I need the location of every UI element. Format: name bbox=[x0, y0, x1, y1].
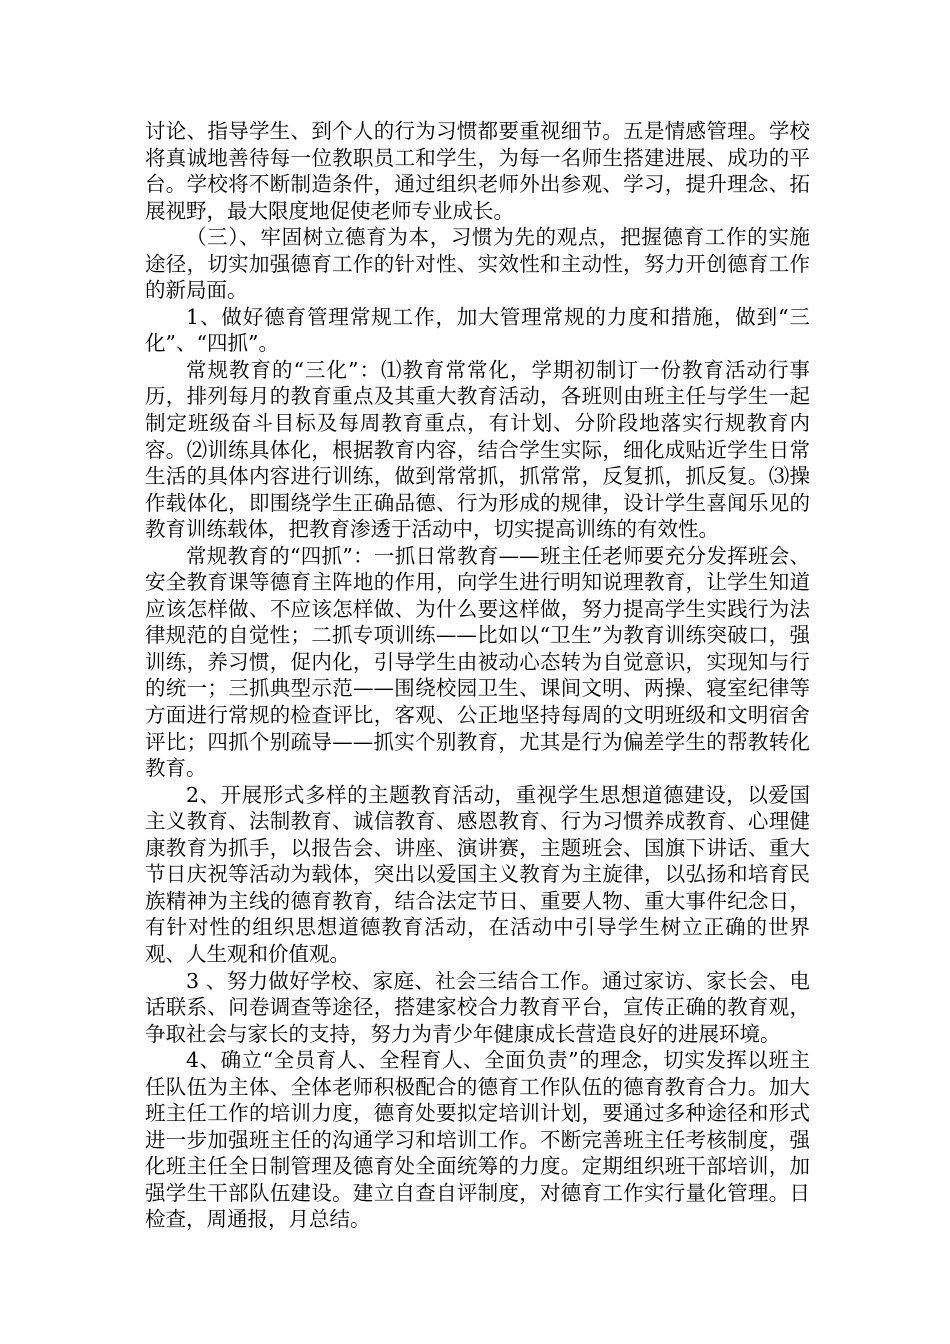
paragraph-item-1: 1、做好德育管理常规工作，加大管理常规的力度和措施，做到“三化”、“四抓”。 bbox=[145, 304, 810, 356]
paragraph-item-4: 4、确立“全员育人、全程育人、全面负责”的理念，切实发挥以班主任队伍为主体、全体老师积极配合的德育工作队伍的德育教育合力。加大班主任工作的培训力度，德育处要拟定培训计划，要通过多种途径和形式进一步加强班主任的沟通学习和培训工作。不断完善班主任考核制度，强化班主任全日制管理及德育处全面统筹的力度。定期组织班干部培训，加强学生干部队伍建设。建立自查自评制度，对德育工作实行量化管理。日检查，周通报，月总结。 bbox=[145, 1048, 810, 1232]
paragraph-item-3: 3 、努力做好学校、家庭、社会三结合工作。通过家访、家长会、电话联系、问卷调查等途径，搭建家校合力教育平台，宣传正确的教育观，争取社会与家长的支持，努力为青少年健康成长营造良好的进展环境。 bbox=[145, 968, 810, 1046]
paragraph-item-2: 2、开展形式多样的主题教育活动，重视学生思想道德建设，以爱国主义教育、法制教育、诚信教育、感恩教育、行为习惯养成教育、心理健康教育为抓手，以报告会、讲座、演讲赛，主题班会、国旗下讲话、重大节日庆祝等活动为载体，突出以爱国主义教育为主旋律，以弘扬和培育民族精神为主线的德育教育，结合法定节日、重要人物、重大事件纪念日，有针对性的组织思想道德教育活动，在活动中引导学生树立正确的世界观、人生观和价值观。 bbox=[145, 782, 810, 966]
paragraph-three-transformations: 常规教育的“三化”：⑴教育常常化，学期初制订一份教育活动行事历，排列每月的教育重点及其重大教育活动，各班则由班主任与学生一起制定班级奋斗目标及每周教育重点，有计划、分阶段地落实行规教育内容。⑵训练具体化，根据教育内容，结合学生实际，细化成贴近学生日常生活的具体内容进行训练，做到常常抓，抓常常，反复抓，抓反复。⑶操作载体化，即围绕学生正确品德、行为形成的规律，设计学生喜闻乐见的教育训练载体，把教育渗透于活动中，切实提高训练的有效性。 bbox=[145, 357, 810, 542]
paragraph-section-3-heading: （三）、牢固树立德育为本，习惯为先的观点，把握德育工作的实施途径，切实加强德育工作的针对性、实效性和主动性，努力开创德育工作的新局面。 bbox=[145, 225, 810, 303]
document-body bbox=[145, 118, 810, 1233]
paragraph-four-focuses: 常规教育的“四抓”：一抓日常教育——班主任老师要充分发挥班会、安全教育课等德育主阵地的作用，向学生进行明知说理教育，让学生知道应该怎样做、不应该怎样做、为什么要这样做，努力提高学生实践行为法律规范的自觉性；二抓专项训练——比如以“卫生”为教育训练突破口，强训练，养习惯，促内化，引导学生由被动心态转为自觉意识，实现知与行的统一；三抓典型示范——围绕校园卫生、课间文明、两操、寝室纪律等方面进行常规的检查评比，客观、公正地坚持每周的文明班级和文明宿舍评比；四抓个别疏导——抓实个别教育，尤其是行为偏差学生的帮教转化教育。 bbox=[145, 543, 810, 781]
paragraph-continuation: 讨论、指导学生、到个人的行为习惯都要重视细节。五是情感管理。学校将真诚地善待每一位教职员工和学生，为每一名师生搭建进展、成功的平台。学校将不断制造条件，通过组织老师外出参观、学习，提升理念、拓展视野，最大限度地促使老师专业成长。 bbox=[145, 119, 810, 223]
